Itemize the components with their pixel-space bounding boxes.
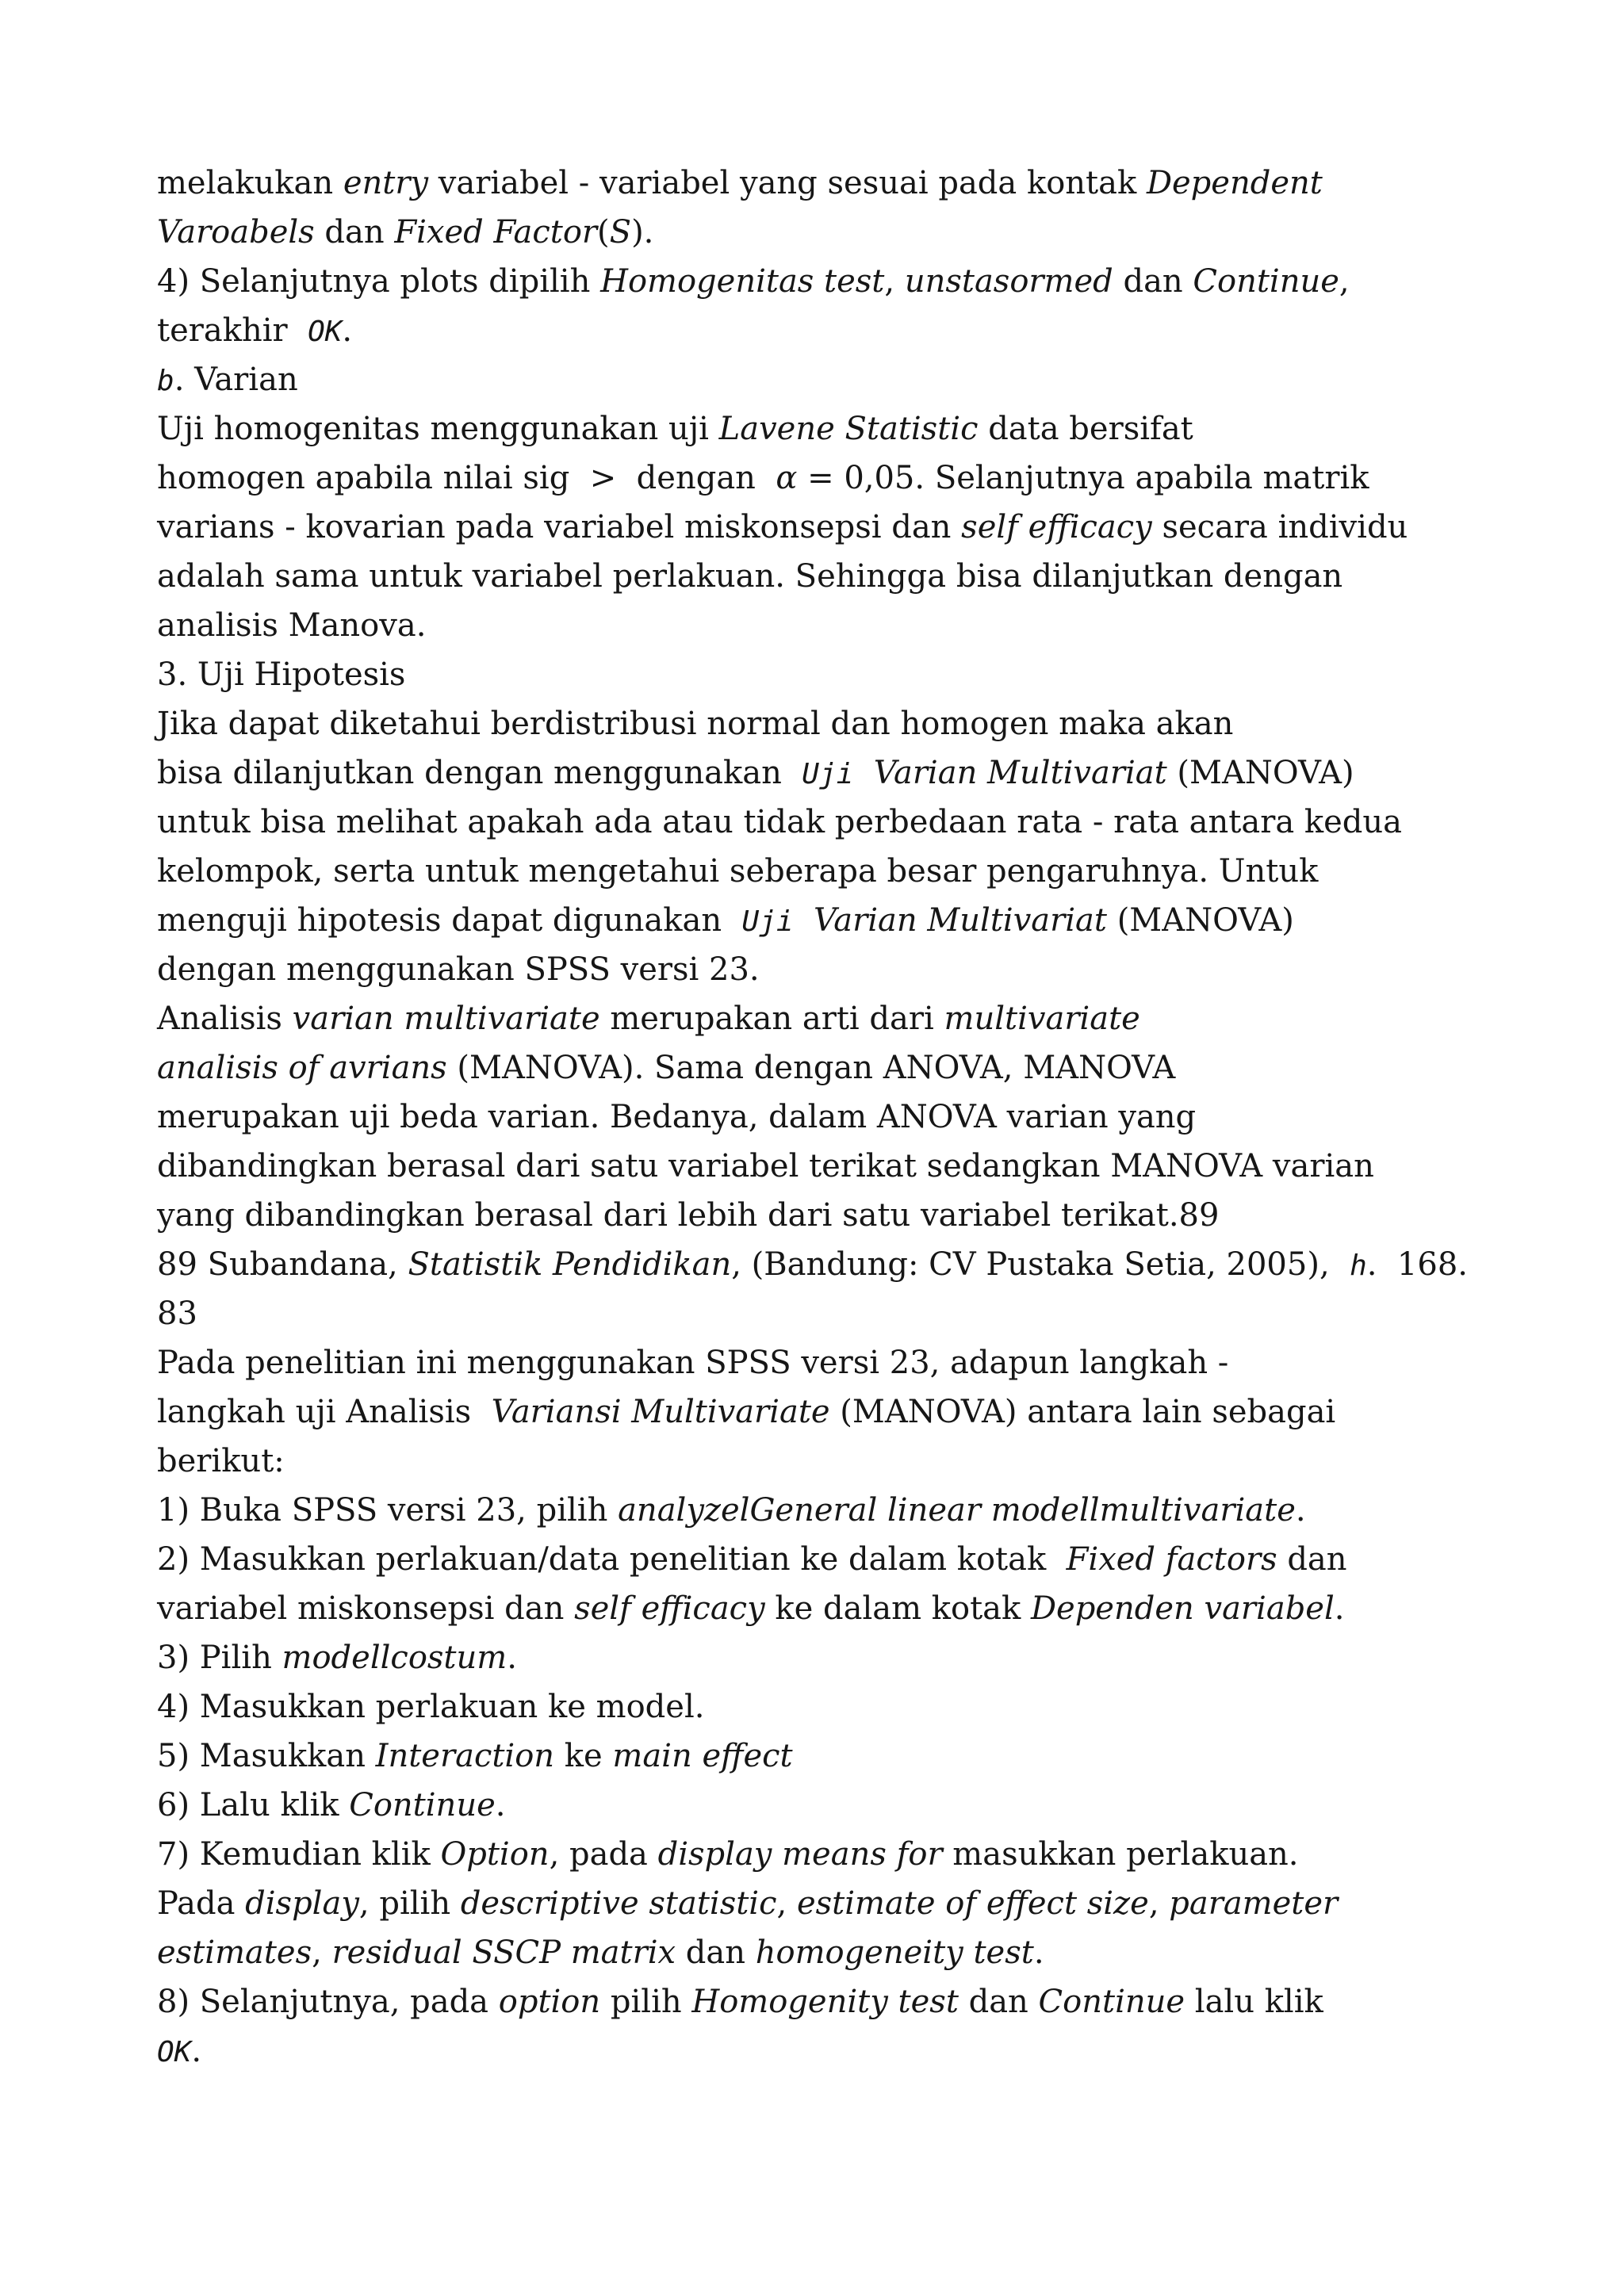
- emphasized-text: Continue: [1038, 1984, 1185, 2020]
- body-text: dan: [1277, 1541, 1347, 1578]
- body-text: 4) Selanjutnya plots dipilih: [157, 263, 601, 300]
- emphasized-text: Dependent: [1146, 165, 1323, 201]
- text-line: [157, 1093, 1465, 1142]
- emphasized-text: main effect: [612, 1738, 793, 1774]
- emphasized-text: analyzelGeneral linear modellmultivariate: [618, 1492, 1296, 1529]
- text-line: [157, 748, 1465, 798]
- body-text: variabel miskonsepsi dan: [157, 1590, 575, 1627]
- body-text: , pilih: [358, 1885, 461, 1922]
- body-text: 3) Pilih: [157, 1640, 282, 1676]
- body-text: = 0,05. Selanjutnya apabila matrik: [797, 460, 1369, 496]
- text-line: [157, 552, 1465, 601]
- document-body: [157, 159, 1468, 2076]
- body-text: .: [1334, 1590, 1345, 1627]
- body-text: .: [342, 312, 353, 349]
- body-text: (MANOVA) antara lain sebagai: [829, 1394, 1336, 1430]
- emphasized-text: Statistik Pendidikan: [408, 1246, 732, 1283]
- body-text: 83: [157, 1295, 197, 1332]
- text-line: [157, 1437, 1465, 1486]
- text-line: [157, 699, 1465, 748]
- text-line: [157, 2026, 1465, 2076]
- emphasized-text: Interaction: [375, 1738, 555, 1774]
- body-text: [853, 755, 873, 791]
- body-text: . 168.: [1366, 1246, 1468, 1283]
- text-line: [157, 896, 1465, 945]
- text-line: [157, 1142, 1465, 1191]
- text-line: [157, 601, 1465, 650]
- emphasized-text: residual SSCP matrix: [331, 1934, 676, 1971]
- text-line: [157, 159, 1465, 208]
- text-line: [157, 945, 1465, 994]
- body-text: ,: [776, 1885, 797, 1922]
- body-text: ke: [554, 1738, 613, 1774]
- body-text: data bersifat: [978, 411, 1193, 447]
- emphasized-text: multivariate: [944, 1001, 1140, 1037]
- text-line: [157, 1191, 1465, 1240]
- body-text: (MANOVA): [1106, 902, 1294, 939]
- body-text: ,: [884, 263, 905, 300]
- emphasized-text: α: [776, 460, 798, 496]
- text-line: [157, 994, 1465, 1043]
- body-text: menguji hipotesis dapat digunakan: [157, 902, 742, 939]
- body-text: terakhir: [157, 312, 308, 349]
- text-line: [157, 650, 1465, 699]
- body-text: Pada: [157, 1885, 246, 1922]
- emphasized-text: parameter: [1169, 1885, 1339, 1922]
- emphasized-text: varian multivariate: [292, 1001, 600, 1037]
- emphasized-text: Homogenity test: [691, 1984, 959, 2020]
- emphasized-text: Fixed Factor: [394, 214, 598, 251]
- text-line: [157, 1977, 1465, 2026]
- body-text: adalah sama untuk variabel perlakuan. Sehingga bisa dilanjutkan dengan: [157, 558, 1343, 595]
- body-text: 3. Uji Hipotesis: [157, 656, 406, 693]
- emphasized-text: Option: [440, 1836, 550, 1873]
- emphasized-text: estimates: [157, 1934, 312, 1971]
- body-text: (: [597, 214, 610, 251]
- body-text: 4) Masukkan perlakuan ke model.: [157, 1689, 705, 1725]
- text-line: [157, 1486, 1465, 1535]
- body-text: homogen apabila nilai sig > dengan: [157, 460, 776, 496]
- body-text: ,: [312, 1934, 332, 1971]
- emphasized-text: option: [498, 1984, 601, 2020]
- text-line: [157, 306, 1465, 355]
- body-text: kelompok, serta untuk mengetahui seberapa besar pengaruhnya. Untuk: [157, 853, 1319, 890]
- body-text: Pada penelitian ini menggunakan SPSS versi 23, adapun langkah -: [157, 1345, 1229, 1381]
- body-text: merupakan uji beda varian. Bedanya, dalam ANOVA varian yang: [157, 1099, 1197, 1135]
- body-text: .: [507, 1640, 517, 1676]
- body-text: dibandingkan berasal dari satu variabel terikat sedangkan MANOVA varian: [157, 1148, 1374, 1184]
- emphasized-text: Dependen variabel: [1030, 1590, 1335, 1627]
- body-text: 8) Selanjutnya, pada: [157, 1984, 499, 2020]
- body-text: , (Bandung: CV Pustaka Setia, 2005),: [731, 1246, 1350, 1283]
- emphasized-text: unstasormed: [904, 263, 1113, 300]
- body-text: dengan menggunakan SPSS versi 23.: [157, 951, 760, 988]
- body-text: 6) Lalu klik: [157, 1787, 350, 1823]
- text-line: [157, 798, 1465, 847]
- emphasized-text: Continue: [1193, 263, 1339, 300]
- text-line: [157, 1830, 1465, 1879]
- text-line: [157, 1289, 1465, 1338]
- emphasized-text: b: [157, 365, 174, 397]
- text-line: [157, 208, 1465, 257]
- text-line: [157, 355, 1465, 404]
- emphasized-text: Varoabels: [157, 214, 315, 251]
- emphasized-text: h: [1350, 1249, 1367, 1282]
- emphasized-text: Variansi Multivariate: [491, 1394, 830, 1430]
- emphasized-text: display means for: [657, 1836, 943, 1873]
- body-text: ,: [1148, 1885, 1170, 1922]
- body-text: ,: [1339, 263, 1350, 300]
- emphasized-text: display: [245, 1885, 359, 1922]
- body-text: 1) Buka SPSS versi 23, pilih: [157, 1492, 619, 1529]
- emphasized-text: Uji: [802, 758, 854, 790]
- body-text: (MANOVA). Sama dengan ANOVA, MANOVA: [446, 1050, 1176, 1086]
- emphasized-text: entry: [343, 165, 429, 201]
- body-text: Analisis: [157, 1001, 293, 1037]
- emphasized-text: Varian Multivariat: [873, 755, 1167, 791]
- text-line: [157, 503, 1465, 552]
- emphasized-text: Varian Multivariat: [814, 902, 1107, 939]
- emphasized-text: OK: [157, 2036, 192, 2068]
- body-text: , pada: [549, 1836, 658, 1873]
- body-text: untuk bisa melihat apakah ada atau tidak perbedaan rata - rata antara kedua: [157, 804, 1403, 840]
- body-text: Jika dapat diketahui berdistribusi normal dan homogen maka akan: [157, 706, 1234, 742]
- text-line: [157, 1682, 1465, 1732]
- body-text: .: [1295, 1492, 1306, 1529]
- body-text: . Varian: [174, 362, 298, 398]
- emphasized-text: S: [609, 214, 632, 251]
- emphasized-text: modellcostum: [282, 1640, 508, 1676]
- emphasized-text: Lavene Statistic: [718, 411, 979, 447]
- text-line: [157, 1928, 1465, 1977]
- body-text: melakukan: [157, 165, 343, 201]
- text-line: [157, 1633, 1465, 1682]
- text-line: [157, 1387, 1465, 1437]
- body-text: dan: [1113, 263, 1193, 300]
- text-line: [157, 257, 1465, 306]
- text-line: [157, 404, 1465, 453]
- body-text: analisis Manova.: [157, 607, 427, 644]
- body-text: secara individu: [1151, 509, 1408, 545]
- text-line: [157, 1338, 1465, 1387]
- text-line: [157, 1043, 1465, 1093]
- body-text: (MANOVA): [1166, 755, 1354, 791]
- body-text: dan: [958, 1984, 1039, 2020]
- body-text: langkah uji Analisis: [157, 1394, 492, 1430]
- body-text: [794, 902, 814, 939]
- body-text: .: [191, 2033, 202, 2069]
- body-text: merupakan arti dari: [599, 1001, 944, 1037]
- body-text: varians - kovarian pada variabel miskonsepsi dan: [157, 509, 962, 545]
- emphasized-text: analisis of avrians: [157, 1050, 447, 1086]
- body-text: bisa dilanjutkan dengan menggunakan: [157, 755, 802, 791]
- body-text: 5) Masukkan: [157, 1738, 376, 1774]
- text-line: [157, 847, 1465, 896]
- body-text: 89 Subandana,: [157, 1246, 408, 1283]
- emphasized-text: self efficacy: [961, 509, 1152, 545]
- emphasized-text: homogeneity test: [755, 1934, 1034, 1971]
- body-text: .: [1033, 1934, 1044, 1971]
- text-line: [157, 1535, 1465, 1584]
- emphasized-text: self efficacy: [574, 1590, 765, 1627]
- body-text: ke dalam kotak: [764, 1590, 1031, 1627]
- body-text: 2) Masukkan perlakuan/data penelitian ke dalam kotak: [157, 1541, 1067, 1578]
- text-line: [157, 1732, 1465, 1781]
- text-line: [157, 1240, 1468, 1289]
- body-text: berikut:: [157, 1443, 285, 1479]
- body-text: dan: [314, 214, 395, 251]
- body-text: ).: [631, 214, 654, 251]
- body-text: dan: [676, 1934, 756, 1971]
- body-text: masukkan perlakuan.: [942, 1836, 1299, 1873]
- text-line: [157, 1781, 1465, 1830]
- body-text: yang dibandingkan berasal dari lebih dari satu variabel terikat.89: [157, 1197, 1220, 1234]
- emphasized-text: Homogenitas test: [600, 263, 885, 300]
- body-text: 7) Kemudian klik: [157, 1836, 441, 1873]
- emphasized-text: OK: [308, 316, 343, 348]
- text-line: [157, 453, 1465, 503]
- body-text: Uji homogenitas menggunakan uji: [157, 411, 719, 447]
- emphasized-text: Uji: [741, 905, 794, 938]
- body-text: variabel - variabel yang sesuai pada kontak: [428, 165, 1147, 201]
- emphasized-text: Continue: [349, 1787, 496, 1823]
- text-line: [157, 1879, 1465, 1928]
- body-text: lalu klik: [1185, 1984, 1323, 2020]
- body-text: pilih: [600, 1984, 692, 2020]
- body-text: .: [495, 1787, 506, 1823]
- text-line: [157, 1584, 1465, 1633]
- emphasized-text: estimate of effect size: [796, 1885, 1149, 1922]
- emphasized-text: descriptive statistic: [460, 1885, 777, 1922]
- emphasized-text: Fixed factors: [1066, 1541, 1277, 1578]
